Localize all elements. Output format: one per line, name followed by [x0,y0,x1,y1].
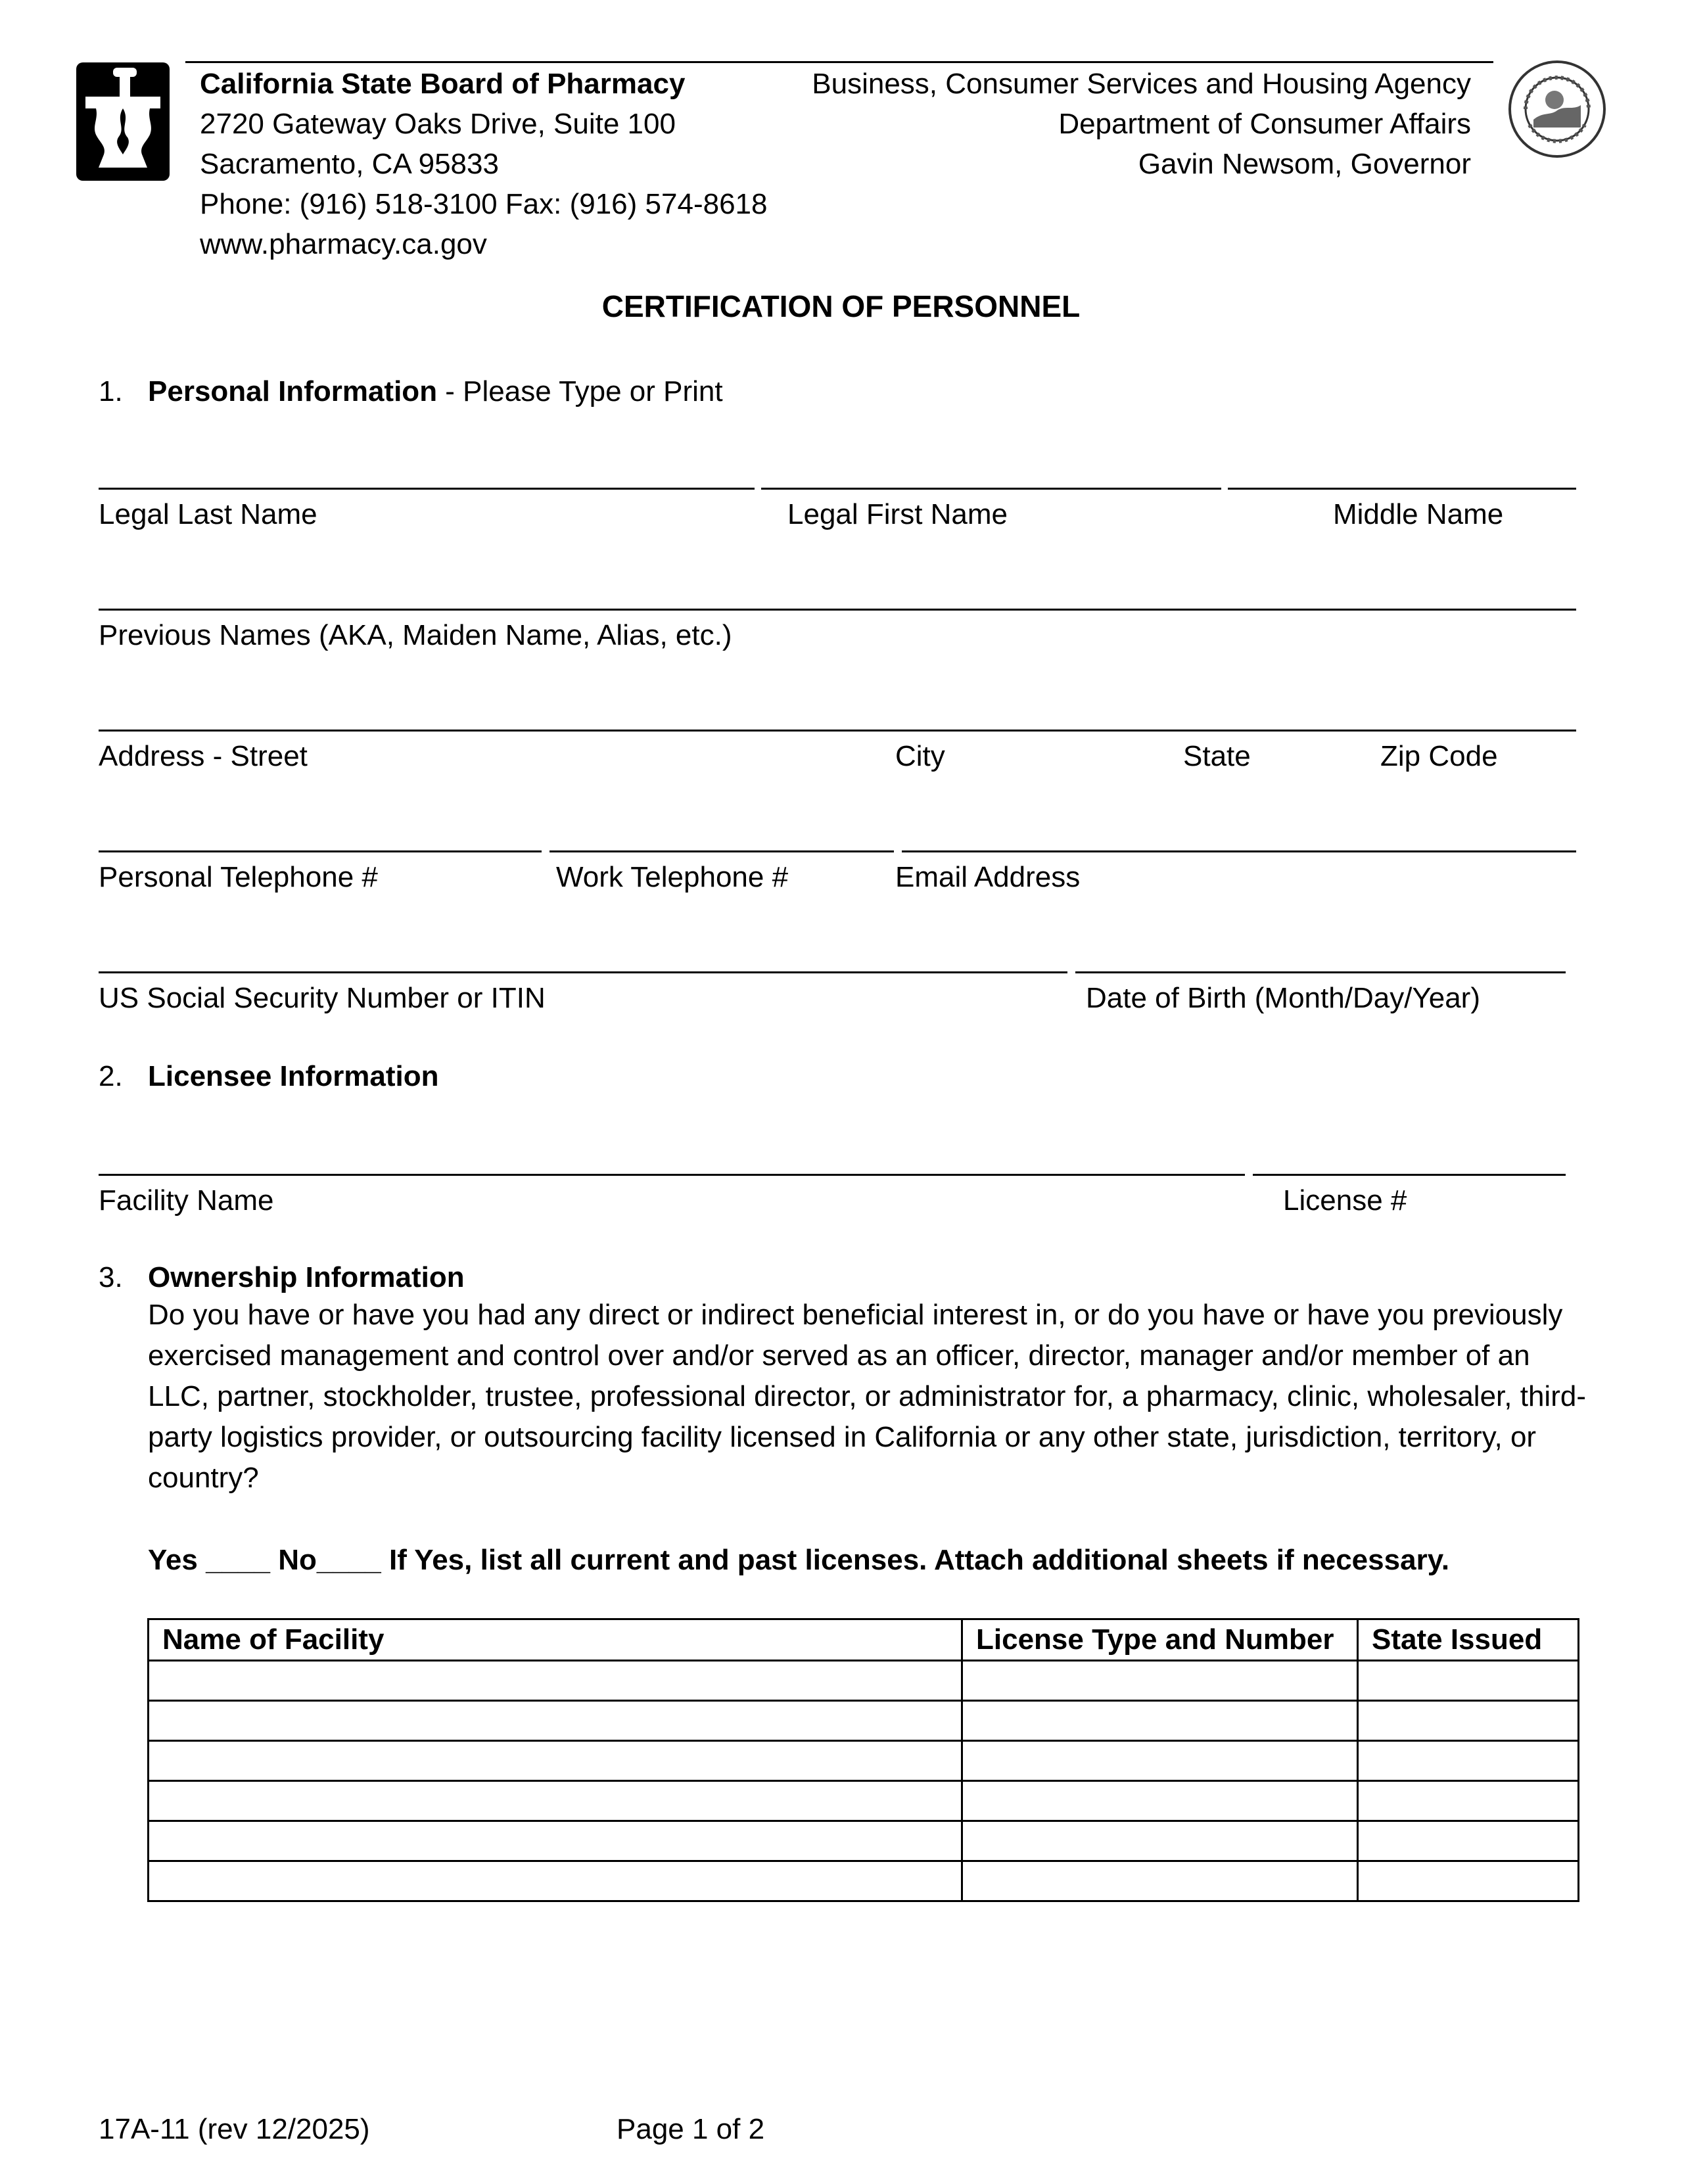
facility-name-input-line[interactable] [99,1174,1245,1176]
ownership-instruction: If Yes, list all current and past licenses. Attach additional sheets if necessary. [388,1544,1450,1576]
column-header-state-issued: State Issued [1358,1619,1579,1661]
facility-cell[interactable] [149,1701,962,1741]
table-row [149,1661,1579,1701]
facility-cell[interactable] [149,1821,962,1861]
department-name: Department of Consumer Affairs [1058,108,1471,140]
section-1-heading-line [148,377,723,406]
address-input-line[interactable] [99,730,1576,732]
column-header-license-type: License Type and Number [962,1619,1358,1661]
table-row [149,1861,1579,1901]
state-issued-cell[interactable] [1358,1661,1579,1701]
table-row [149,1821,1579,1861]
last-name-input-line[interactable] [99,488,755,490]
previous-names-label: Previous Names (AKA, Maiden Name, Alias, etc.) [99,619,732,651]
state-issued-cell[interactable] [1358,1701,1579,1741]
mortar-pestle-icon [76,62,170,181]
state-label: State [1183,740,1251,772]
header-rule [185,61,1493,63]
license-type-cell[interactable] [962,1701,1358,1741]
last-name-label: Legal Last Name [99,498,317,530]
yes-answer-field[interactable]: Yes ____ [148,1544,270,1576]
agency-name: Business, Consumer Services and Housing Agency [812,68,1471,100]
state-issued-cell[interactable] [1358,1861,1579,1901]
page-number: Page 1 of 2 [617,2113,765,2145]
ssn-input-line[interactable] [99,971,1067,973]
middle-name-input-line[interactable] [1228,488,1576,490]
city-label: City [895,740,945,772]
table-row [149,1701,1579,1741]
facility-cell[interactable] [149,1741,962,1781]
table-row [149,1781,1579,1821]
governor-name: Gavin Newsom, Governor [1138,148,1471,180]
license-number-input-line[interactable] [1253,1174,1566,1176]
email-label: Email Address [895,861,1081,893]
section-1-heading: Personal Information [148,375,438,407]
state-issued-cell[interactable] [1358,1741,1579,1781]
first-name-label: Legal First Name [787,498,1008,530]
facility-cell[interactable] [149,1861,962,1901]
license-type-cell[interactable] [962,1661,1358,1701]
state-issued-cell[interactable] [1358,1781,1579,1821]
ssn-label: US Social Security Number or ITIN [99,982,546,1014]
license-number-label: License # [1283,1184,1407,1217]
ownership-licenses-table [147,1618,1579,1902]
middle-name-label: Middle Name [1333,498,1504,530]
column-header-facility: Name of Facility [149,1619,962,1661]
california-state-seal [1507,59,1607,159]
facility-cell[interactable] [149,1781,962,1821]
dob-input-line[interactable] [1075,971,1566,973]
first-name-input-line[interactable] [761,488,1221,490]
section-3-number: 3. [99,1261,123,1293]
facility-name-label: Facility Name [99,1184,274,1217]
previous-names-input-line[interactable] [99,609,1576,611]
section-3-heading: Ownership Information [148,1261,465,1293]
work-phone-label: Work Telephone # [556,861,789,893]
section-1-number: 1. [99,375,123,407]
license-type-cell[interactable] [962,1861,1358,1901]
email-input-line[interactable] [902,850,1576,852]
page-title: CERTIFICATION OF PERSONNEL [601,289,1081,323]
section-1-subheading: - Please Type or Print [437,375,723,407]
address-line-1: 2720 Gateway Oaks Drive, Suite 100 [200,108,676,140]
no-answer-field[interactable]: No____ [278,1544,381,1576]
dob-label: Date of Birth (Month/Day/Year) [1086,982,1480,1014]
work-phone-input-line[interactable] [549,850,894,852]
website-link[interactable]: www.pharmacy.ca.gov [200,228,487,260]
section-2-heading: Licensee Information [148,1060,439,1092]
form-id: 17A-11 (rev 12/2025) [99,2113,370,2145]
phone-fax: Phone: (916) 518-3100 Fax: (916) 574-8618 [200,188,768,220]
license-type-cell[interactable] [962,1821,1358,1861]
street-label: Address - Street [99,740,308,772]
license-type-cell[interactable] [962,1741,1358,1781]
board-of-pharmacy-logo [76,62,170,181]
license-type-cell[interactable] [962,1781,1358,1821]
zip-code-label: Zip Code [1380,740,1498,772]
personal-phone-input-line[interactable] [99,850,542,852]
state-seal-icon [1507,59,1607,159]
section-2-number: 2. [99,1060,123,1092]
table-row [149,1741,1579,1781]
personal-phone-label: Personal Telephone # [99,861,378,893]
table-header-row [149,1619,1579,1661]
state-issued-cell[interactable] [1358,1821,1579,1861]
facility-cell[interactable] [149,1661,962,1701]
ownership-question: Do you have or have you had any direct or indirect beneficial interest in, or do you have or have you previously exercised management and control over and/or served as an officer, director, manager and/or member of an LLC, partner, stockholder, trustee, professional director, or administrator for, a pharmacy, clinic, wholesaler, third-party logistics provider, or outsourcing facility licensed in California or any other state, jurisdiction, territory, or country? [148,1299,1586,1494]
org-name: California State Board of Pharmacy [200,68,686,100]
address-line-2: Sacramento, CA 95833 [200,148,499,180]
yes-no-line [148,1546,1449,1575]
